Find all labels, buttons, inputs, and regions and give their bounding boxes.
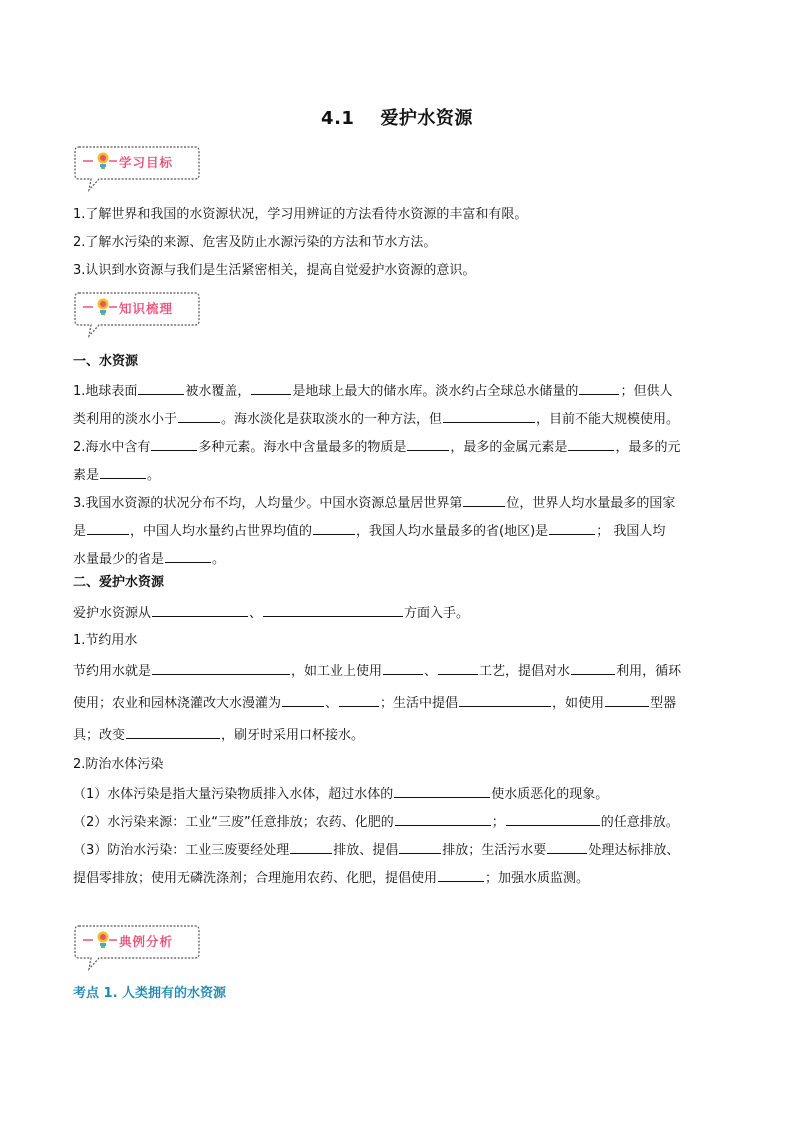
- text: ；生活中提倡: [380, 696, 459, 711]
- text: 利用，循环: [616, 664, 682, 679]
- fill-blank: [395, 812, 491, 826]
- paragraph-line: [73, 521, 733, 541]
- goal-item: 3.认识到水资源与我们是生活紧密相关，提高自觉爱护水资源的意识。: [73, 263, 476, 278]
- fill-blank: [549, 521, 595, 535]
- fill-blank: [571, 661, 615, 675]
- text: ，最多的金属元素是: [450, 440, 568, 455]
- fill-blank: [165, 549, 211, 563]
- text: 爱护水资源从: [73, 606, 152, 621]
- text: ； 我国人均: [596, 524, 666, 539]
- text: 3.我国水资源的状况分布不均，人均量少。中国水资源总量居世界第: [73, 496, 463, 511]
- fill-blank: [313, 521, 355, 535]
- goal-item: 2.了解水污染的来源、危害及防止水源污染的方法和节水方法。: [73, 235, 437, 250]
- text: 使水质恶化的现象。: [491, 787, 609, 802]
- text: 是地球上最大的储水库。淡水约占全球总水储量的: [292, 384, 579, 399]
- fill-blank: [459, 693, 551, 707]
- paragraph-line: [73, 812, 733, 832]
- text: 。: [212, 552, 226, 567]
- paragraph-line: [73, 693, 733, 713]
- text: ；: [491, 815, 505, 830]
- text: ，中国人均水量约占世界均值的: [130, 524, 313, 539]
- section-heading: 二、爱护水资源: [73, 575, 165, 590]
- text: 位，世界人均水量最多的国家: [506, 496, 676, 511]
- fill-blank: [443, 409, 535, 423]
- goal-item: 1.了解世界和我国的水资源状况，学习用辨证的方法看待水资源的丰富和有限。: [73, 207, 528, 222]
- text: 方面入手。: [404, 606, 470, 621]
- fill-blank: [126, 725, 220, 739]
- paragraph-line: [73, 784, 733, 804]
- badge-knowledge: [73, 289, 201, 339]
- text: 被水覆盖，: [185, 384, 251, 399]
- text: 排放、提倡: [333, 843, 399, 858]
- page-title: [0, 104, 794, 130]
- badge-label: 知识梳理: [119, 301, 174, 316]
- paragraph-line: [73, 409, 733, 429]
- paragraph-line: [73, 840, 733, 860]
- badge-label: 学习目标: [119, 155, 174, 170]
- fill-blank: [339, 693, 379, 707]
- text: 、: [249, 606, 263, 621]
- text: 处理达标排放、: [588, 843, 680, 858]
- fill-blank: [438, 661, 478, 675]
- fill-blank: [152, 603, 248, 617]
- sub-heading: 1.节约用水: [73, 633, 138, 648]
- text: ，刷牙时采用口杯接水。: [221, 728, 365, 743]
- text: 的任意排放。: [600, 815, 679, 830]
- text: ，如工业上使用: [291, 664, 383, 679]
- text: 水量最少的省是: [73, 552, 165, 567]
- text: 工艺，提倡对水: [479, 664, 571, 679]
- fill-blank: [100, 465, 146, 479]
- fill-blank: [282, 693, 324, 707]
- fill-blank: [579, 381, 619, 395]
- fill-blank: [151, 437, 197, 451]
- text: 使用；农业和园林浇灌改大水漫灌为: [73, 696, 282, 711]
- text: ，最多的元: [615, 440, 681, 455]
- section-heading: 一、水资源: [73, 354, 139, 369]
- fill-blank: [605, 693, 649, 707]
- text: ；加强水质监测。: [485, 871, 590, 886]
- text: （2）水污染来源：工业“三废”任意排放；农药、化肥的: [73, 815, 394, 830]
- text: 多种元素。海水中含量最多的物质是: [198, 440, 407, 455]
- fill-blank: [438, 868, 484, 882]
- text: 素是: [73, 468, 100, 483]
- badge-label: 典例分析: [119, 934, 174, 949]
- fill-blank: [87, 521, 129, 535]
- text: 是: [73, 524, 87, 539]
- text: 。海水淡化是获取淡水的一种方法，但: [221, 412, 443, 427]
- fill-blank: [263, 603, 403, 617]
- fill-blank: [463, 493, 505, 507]
- fill-blank: [383, 661, 423, 675]
- fill-blank: [290, 840, 332, 854]
- text: ，如使用: [552, 696, 605, 711]
- text: 类利用的淡水小于: [73, 412, 178, 427]
- paragraph-line: [73, 549, 733, 569]
- fill-blank: [152, 661, 290, 675]
- fill-blank: [251, 381, 291, 395]
- fill-blank: [138, 381, 184, 395]
- fill-blank: [178, 409, 220, 423]
- title-number: 4.1: [321, 108, 355, 129]
- paragraph-line: [73, 465, 733, 485]
- text: （1）水体污染是指大量污染物质排入水体，超过水体的: [73, 787, 394, 802]
- paragraph-line: [73, 661, 733, 681]
- fill-blank: [394, 784, 490, 798]
- text: 1.地球表面: [73, 384, 138, 399]
- text: 2.海水中含有: [73, 440, 151, 455]
- text: 排放；生活污水要: [442, 843, 547, 858]
- badge-examples: [73, 922, 201, 972]
- fill-blank: [506, 812, 600, 826]
- badge-learning-goals: [73, 143, 201, 193]
- paragraph-line: [73, 381, 733, 401]
- text: 型器: [650, 696, 677, 711]
- paragraph-line: [73, 603, 733, 623]
- text: ，我国人均水量最多的省(地区)是: [356, 524, 549, 539]
- text: 提倡零排放；使用无磷洗涤剂；合理施用农药、化肥，提倡使用: [73, 871, 438, 886]
- sub-heading: 2.防治水体污染: [73, 757, 164, 772]
- text: 。: [147, 468, 161, 483]
- key-point-heading: 考点 1. 人类拥有的水资源: [73, 986, 227, 1001]
- text: 具；改变: [73, 728, 126, 743]
- text: 、: [325, 696, 339, 711]
- fill-blank: [568, 437, 614, 451]
- text: ，目前不能大规模使用。: [536, 412, 680, 427]
- paragraph-line: [73, 437, 733, 457]
- paragraph-line: [73, 493, 733, 513]
- text: 、: [424, 664, 438, 679]
- title-text: 爱护水资源: [380, 108, 473, 129]
- paragraph-line: [73, 725, 733, 745]
- fill-blank: [399, 840, 441, 854]
- fill-blank: [407, 437, 449, 451]
- paragraph-line: [73, 868, 733, 888]
- text: ；但供人: [620, 384, 673, 399]
- text: 节约用水就是: [73, 664, 152, 679]
- text: （3）防治水污染：工业三废要经处理: [73, 843, 290, 858]
- fill-blank: [547, 840, 587, 854]
